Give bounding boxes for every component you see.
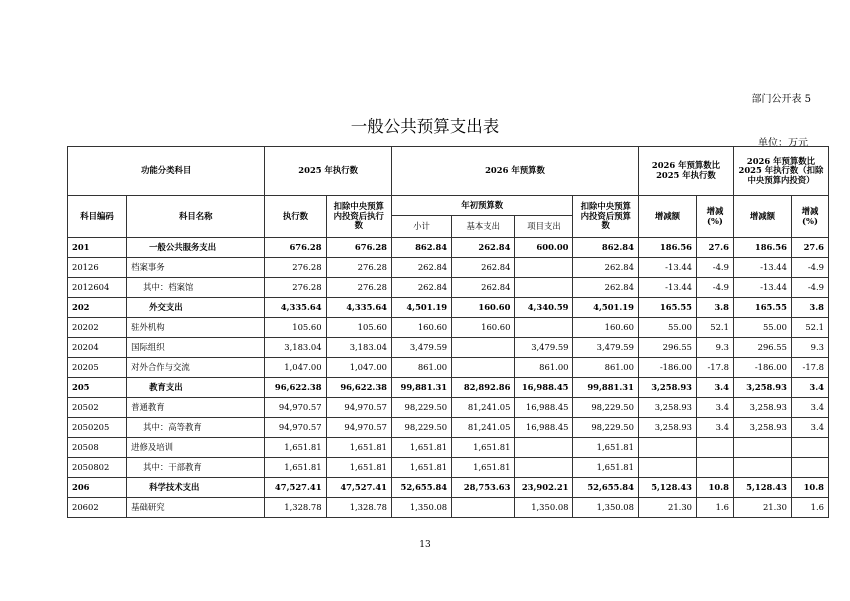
table-row <box>68 418 829 438</box>
cell-exec-ex: 1,047.00 <box>326 358 391 378</box>
cell-basic: 160.60 <box>452 318 515 338</box>
cell-name: 其中：高等教育 <box>127 418 265 438</box>
cell-inc1: 5,128.43 <box>638 478 696 498</box>
cell-pct1: 3.8 <box>696 298 733 318</box>
cell-exec: 4,335.64 <box>265 298 326 318</box>
cell-exec-ex: 47,527.41 <box>326 478 391 498</box>
cell-subtotal: 1,651.81 <box>391 458 451 478</box>
cell-subtotal: 3,479.59 <box>391 338 451 358</box>
cell-code: 2050205 <box>68 418 127 438</box>
table-row <box>68 398 829 418</box>
cell-inc2 <box>733 438 791 458</box>
cell-pct2 <box>791 458 828 478</box>
cell-inc1 <box>638 458 696 478</box>
header-pct1: 增减(%) <box>696 196 733 238</box>
cell-basic: 262.84 <box>452 238 515 258</box>
cell-exec-ex: 276.28 <box>326 278 391 298</box>
cell-exec: 676.28 <box>265 238 326 258</box>
cell-name: 进修及培训 <box>127 438 265 458</box>
cell-exec: 47,527.41 <box>265 478 326 498</box>
cell-pct2: 9.3 <box>791 338 828 358</box>
cell-name: 对外合作与交流 <box>127 358 265 378</box>
cell-project <box>515 278 573 298</box>
cell-subtotal: 98,229.50 <box>391 398 451 418</box>
cell-code: 202 <box>68 298 127 318</box>
header-2025-exec: 2025 年执行数 <box>265 147 392 196</box>
cell-inc2: 165.55 <box>733 298 791 318</box>
department-table-label: 部门公开表 5 <box>751 94 811 105</box>
cell-basic: 1,651.81 <box>452 438 515 458</box>
cell-code: 205 <box>68 378 127 398</box>
cell-pct2: 3.4 <box>791 378 828 398</box>
cell-inc1: -13.44 <box>638 278 696 298</box>
cell-budget-ex: 4,501.19 <box>573 298 638 318</box>
cell-budget-ex: 1,350.08 <box>573 498 638 518</box>
cell-exec-ex: 105.60 <box>326 318 391 338</box>
header-2026-budget: 2026 年预算数 <box>391 147 638 196</box>
cell-exec: 1,651.81 <box>265 458 326 478</box>
cell-pct1: 10.8 <box>696 478 733 498</box>
table-row <box>68 278 829 298</box>
cell-pct1: -4.9 <box>696 278 733 298</box>
cell-pct2 <box>791 438 828 458</box>
header-basic: 基本支出 <box>452 216 515 238</box>
cell-exec-ex: 4,335.64 <box>326 298 391 318</box>
cell-inc1: 165.55 <box>638 298 696 318</box>
unit-label: 单位：万元 <box>758 138 808 149</box>
cell-inc2: -13.44 <box>733 258 791 278</box>
cell-pct2: 3.4 <box>791 418 828 438</box>
cell-inc1: 3,258.93 <box>638 378 696 398</box>
cell-budget-ex: 52,655.84 <box>573 478 638 498</box>
header-inc2: 增减额 <box>733 196 791 238</box>
header-code: 科目编码 <box>68 196 127 238</box>
cell-pct1 <box>696 438 733 458</box>
cell-pct2: 3.8 <box>791 298 828 318</box>
cell-exec-ex: 276.28 <box>326 258 391 278</box>
cell-inc1: 3,258.93 <box>638 398 696 418</box>
table-row <box>68 318 829 338</box>
cell-pct1: 52.1 <box>696 318 733 338</box>
cell-budget-ex: 3,479.59 <box>573 338 638 358</box>
cell-code: 20126 <box>68 258 127 278</box>
cell-project <box>515 458 573 478</box>
cell-name: 科学技术支出 <box>127 478 265 498</box>
cell-exec: 1,651.81 <box>265 438 326 458</box>
cell-pct2: -4.9 <box>791 278 828 298</box>
cell-budget-ex: 862.84 <box>573 238 638 258</box>
table-body <box>68 238 829 518</box>
cell-exec: 1,328.78 <box>265 498 326 518</box>
cell-exec: 96,622.38 <box>265 378 326 398</box>
cell-pct2: -4.9 <box>791 258 828 278</box>
cell-project: 3,479.59 <box>515 338 573 358</box>
cell-inc1: -186.00 <box>638 358 696 378</box>
cell-inc1 <box>638 438 696 458</box>
cell-basic: 82,892.86 <box>452 378 515 398</box>
header-budget-ex: 扣除中央预算内投资后预算数 <box>573 196 638 238</box>
cell-project: 16,988.45 <box>515 398 573 418</box>
header-initial-budget: 年初预算数 <box>391 196 573 216</box>
cell-inc1: -13.44 <box>638 258 696 278</box>
cell-pct2: 52.1 <box>791 318 828 338</box>
cell-exec: 3,183.04 <box>265 338 326 358</box>
cell-subtotal: 861.00 <box>391 358 451 378</box>
cell-name: 外交支出 <box>127 298 265 318</box>
cell-code: 2012604 <box>68 278 127 298</box>
cell-pct1: 3.4 <box>696 378 733 398</box>
cell-code: 20205 <box>68 358 127 378</box>
cell-pct1: 9.3 <box>696 338 733 358</box>
cell-exec-ex: 94,970.57 <box>326 418 391 438</box>
cell-inc2: 186.56 <box>733 238 791 258</box>
cell-project: 23,902.21 <box>515 478 573 498</box>
cell-subtotal: 52,655.84 <box>391 478 451 498</box>
table-row <box>68 358 829 378</box>
cell-subtotal: 160.60 <box>391 318 451 338</box>
cell-exec-ex: 1,328.78 <box>326 498 391 518</box>
cell-basic: 160.60 <box>452 298 515 318</box>
header-pct2: 增减(%) <box>791 196 828 238</box>
cell-pct1: 27.6 <box>696 238 733 258</box>
cell-subtotal: 1,651.81 <box>391 438 451 458</box>
cell-project <box>515 438 573 458</box>
cell-project: 16,988.45 <box>515 418 573 438</box>
cell-code: 206 <box>68 478 127 498</box>
cell-inc2: -186.00 <box>733 358 791 378</box>
header-project: 项目支出 <box>515 216 573 238</box>
cell-budget-ex: 262.84 <box>573 258 638 278</box>
cell-code: 20502 <box>68 398 127 418</box>
cell-exec: 105.60 <box>265 318 326 338</box>
cell-basic: 1,651.81 <box>452 458 515 478</box>
table-row <box>68 478 829 498</box>
cell-inc2: 5,128.43 <box>733 478 791 498</box>
cell-pct1 <box>696 458 733 478</box>
cell-name: 其中：干部教育 <box>127 458 265 478</box>
cell-code: 201 <box>68 238 127 258</box>
cell-inc1: 55.00 <box>638 318 696 338</box>
cell-inc1: 186.56 <box>638 238 696 258</box>
cell-code: 20204 <box>68 338 127 358</box>
cell-exec: 94,970.57 <box>265 418 326 438</box>
cell-project: 861.00 <box>515 358 573 378</box>
cell-exec: 1,047.00 <box>265 358 326 378</box>
cell-pct2: 3.4 <box>791 398 828 418</box>
cell-pct2: -17.8 <box>791 358 828 378</box>
table-row <box>68 238 829 258</box>
cell-name: 一般公共服务支出 <box>127 238 265 258</box>
cell-budget-ex: 1,651.81 <box>573 438 638 458</box>
header-ratio-exec-ex: 2026 年预算数比 2025 年执行数（扣除中央预算内投资） <box>733 147 828 196</box>
budget-table <box>67 146 829 518</box>
cell-basic: 262.84 <box>452 278 515 298</box>
cell-inc2: 55.00 <box>733 318 791 338</box>
cell-code: 20602 <box>68 498 127 518</box>
cell-basic: 81,241.05 <box>452 398 515 418</box>
table-row <box>68 298 829 318</box>
cell-subtotal: 262.84 <box>391 258 451 278</box>
cell-inc2: 3,258.93 <box>733 378 791 398</box>
cell-exec-ex: 96,622.38 <box>326 378 391 398</box>
cell-subtotal: 98,229.50 <box>391 418 451 438</box>
cell-pct2: 10.8 <box>791 478 828 498</box>
header-inc1: 增减额 <box>638 196 696 238</box>
cell-inc2 <box>733 458 791 478</box>
cell-basic: 28,753.63 <box>452 478 515 498</box>
header-name: 科目名称 <box>127 196 265 238</box>
cell-name: 档案事务 <box>127 258 265 278</box>
cell-budget-ex: 98,229.50 <box>573 398 638 418</box>
cell-inc2: -13.44 <box>733 278 791 298</box>
cell-subtotal: 99,881.31 <box>391 378 451 398</box>
cell-project <box>515 258 573 278</box>
cell-exec: 276.28 <box>265 278 326 298</box>
cell-name: 国际组织 <box>127 338 265 358</box>
cell-pct1: -4.9 <box>696 258 733 278</box>
cell-project: 4,340.59 <box>515 298 573 318</box>
cell-budget-ex: 99,881.31 <box>573 378 638 398</box>
page-title: 一般公共预算支出表 <box>350 117 500 136</box>
table-row <box>68 338 829 358</box>
cell-inc1: 296.55 <box>638 338 696 358</box>
cell-exec: 276.28 <box>265 258 326 278</box>
header-subtotal: 小计 <box>391 216 451 238</box>
cell-basic <box>452 358 515 378</box>
cell-subtotal: 4,501.19 <box>391 298 451 318</box>
cell-pct2: 27.6 <box>791 238 828 258</box>
cell-subtotal: 862.84 <box>391 238 451 258</box>
cell-code: 2050802 <box>68 458 127 478</box>
cell-name: 驻外机构 <box>127 318 265 338</box>
cell-project: 600.00 <box>515 238 573 258</box>
cell-pct1: 3.4 <box>696 398 733 418</box>
table-row <box>68 378 829 398</box>
cell-project: 16,988.45 <box>515 378 573 398</box>
cell-inc1: 21.30 <box>638 498 696 518</box>
page-number: 13 <box>419 540 431 550</box>
cell-inc2: 21.30 <box>733 498 791 518</box>
header-exec: 执行数 <box>265 196 326 238</box>
cell-basic: 81,241.05 <box>452 418 515 438</box>
cell-project <box>515 318 573 338</box>
cell-budget-ex: 861.00 <box>573 358 638 378</box>
cell-name: 其中：档案馆 <box>127 278 265 298</box>
cell-pct1: -17.8 <box>696 358 733 378</box>
cell-exec-ex: 1,651.81 <box>326 438 391 458</box>
cell-pct2: 1.6 <box>791 498 828 518</box>
table-row <box>68 438 829 458</box>
cell-exec-ex: 1,651.81 <box>326 458 391 478</box>
cell-budget-ex: 1,651.81 <box>573 458 638 478</box>
table-row <box>68 258 829 278</box>
cell-inc2: 296.55 <box>733 338 791 358</box>
header-ratio-exec: 2026 年预算数比 2025 年执行数 <box>638 147 733 196</box>
cell-project: 1,350.08 <box>515 498 573 518</box>
cell-budget-ex: 98,229.50 <box>573 418 638 438</box>
cell-inc2: 3,258.93 <box>733 418 791 438</box>
cell-basic <box>452 498 515 518</box>
cell-basic: 262.84 <box>452 258 515 278</box>
cell-name: 教育支出 <box>127 378 265 398</box>
header-exec-ex: 扣除中央预算内投资后执行数 <box>326 196 391 238</box>
cell-code: 20508 <box>68 438 127 458</box>
cell-pct1: 3.4 <box>696 418 733 438</box>
cell-budget-ex: 160.60 <box>573 318 638 338</box>
cell-subtotal: 262.84 <box>391 278 451 298</box>
header-func-category: 功能分类科目 <box>68 147 265 196</box>
cell-code: 20202 <box>68 318 127 338</box>
cell-exec-ex: 3,183.04 <box>326 338 391 358</box>
cell-exec-ex: 676.28 <box>326 238 391 258</box>
table-row <box>68 458 829 478</box>
table-row <box>68 498 829 518</box>
cell-pct1: 1.6 <box>696 498 733 518</box>
cell-name: 基础研究 <box>127 498 265 518</box>
cell-name: 普通教育 <box>127 398 265 418</box>
cell-inc1: 3,258.93 <box>638 418 696 438</box>
cell-inc2: 3,258.93 <box>733 398 791 418</box>
cell-budget-ex: 262.84 <box>573 278 638 298</box>
cell-basic <box>452 338 515 358</box>
cell-exec: 94,970.57 <box>265 398 326 418</box>
cell-subtotal: 1,350.08 <box>391 498 451 518</box>
cell-exec-ex: 94,970.57 <box>326 398 391 418</box>
